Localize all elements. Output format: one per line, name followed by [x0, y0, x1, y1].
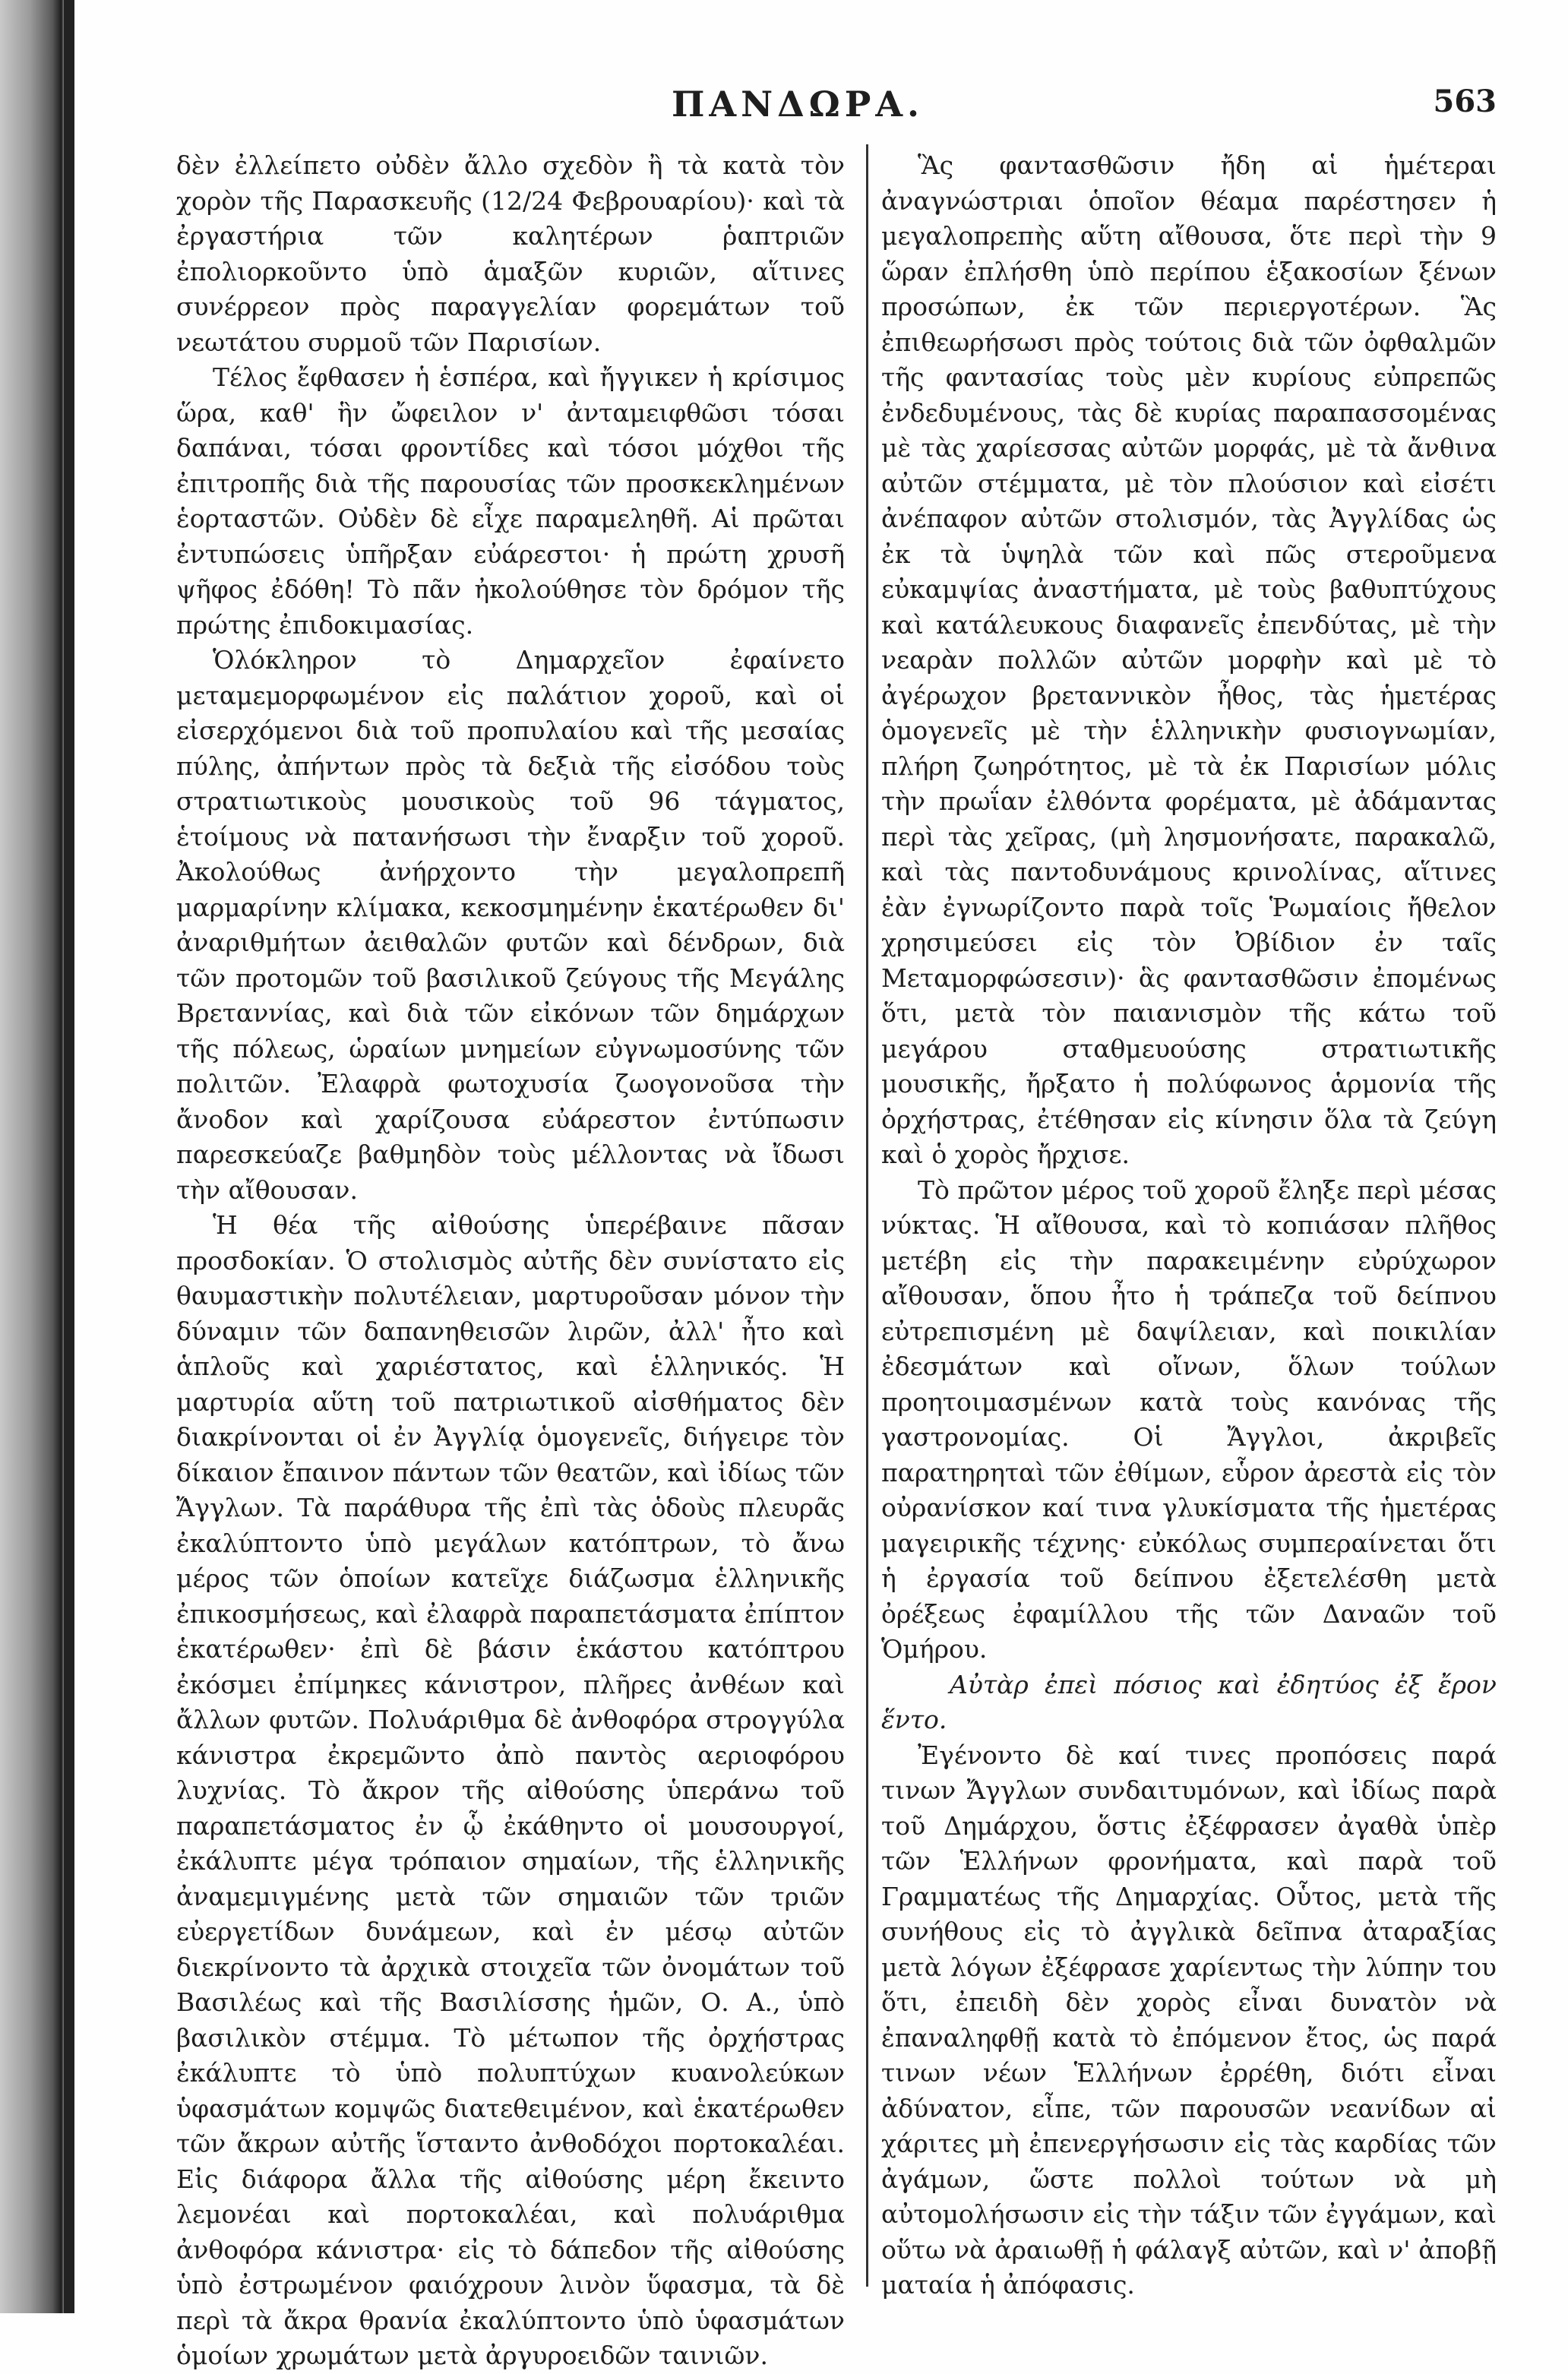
left-column — [176, 148, 845, 2370]
right-column — [881, 148, 1497, 2298]
column-divider — [866, 144, 868, 2287]
scan-edge-shadow — [0, 0, 67, 2313]
paragraph: Ἃς φαντασθῶσιν ἤδη αἱ ἡμέτεραι ἀναγνώστριαι ὁποῖον θέαμα παρέστησεν ἡ μεγαλοπρεπὴς αὕτη αἴθουσα, ὅτε περὶ τὴν 9 ὥραν ἐπλήσθη ὑπὸ περίπου ἑξακοσίων ξένων προσώπων, ἐκ τῶν περιεργοτέρων. Ἃς ἐπιθεωρήσωσι πρὸς τούτοις διὰ τῶν ὀφθαλμῶν τῆς φαντασίας τοὺς μὲν κυρίους εὐπρεπῶς ἐνδεδυμένους, τὰς δὲ κυρίας παραπασσομένας μὲ τὰς χαρίεσσας αὐτῶν μορφάς, μὲ τὰ ἄνθινα αὐτῶν στέμματα, μὲ τὸν πλούσιον καὶ εἰσέτι ἀνέπαφον αὐτῶν στολισμόν, τὰς Ἀγγλίδας ὡς ἐκ τὰ ὑψηλὰ τῶν καὶ πῶς στεροῦμενα εὐκαμψίας ἀναστήματα, μὲ τοὺς βαθυπτύχους καὶ κατάλευκους διαφανεῖς ἐπενδύτας, μὲ τὴν νεαρὰν πολλῶν αὐτῶν μορφὴν καὶ μὲ τὸ ἀγέρωχον βρεταννικὸν ἦθος, τὰς ἡμετέρας ὁμογενεῖς μὲ τὴν ἑλληνικὴν φυσιογνωμίαν, πλήρη ζωηρότητος, μὲ τὰ ἐκ Παρισίων μόλις τὴν πρωΐαν ἐλθόντα φορέματα, μὲ ἀδάμαντας περὶ τὰς χεῖρας, (μὴ λησμονήσατε, παρακαλῶ, καὶ τὰς παντοδυνάμους κρινολίνας, αἵτινες ἐὰν ἐγνωρίζοντο παρὰ τοῖς Ῥωμαίοις ἤθελον χρησιμεύσει εἰς τὸν Ὀβίδιον ἐν ταῖς Μεταμορφώσεσιν)· ἃς φαντασθῶσιν ἐπομένως ὅτι, μετὰ τὸν παιανισμὸν τῆς κάτω τοῦ μεγάρου σταθμευούσης στρατιωτικῆς μουσικῆς, ἤρξατο ἡ πολύφωνος ἁρμονία τῆς ὀρχήστρας, ἐτέθησαν εἰς κίνησιν ὅλα τὰ ζεύγη καὶ ὁ χορὸς ἤρχισε. — [881, 150, 1497, 1169]
page-title: ΠΑΝΔΩΡΑ. — [671, 84, 925, 125]
page-header — [84, 84, 1512, 129]
verse-quote: Αὐτὰρ ἐπεὶ πόσιος καὶ ἐδητύος ἐξ ἔρον ἕντο. — [881, 1669, 1497, 1734]
paragraph: Ὁλόκληρον τὸ Δημαρχεῖον ἐφαίνετο μεταμεμορφωμένον εἰς παλάτιον χοροῦ, καὶ οἱ εἰσερχόμενοι διὰ τοῦ προπυλαίου καὶ τῆς μεσαίας πύλης, ἀπήντων πρὸς τὰ δεξιὰ τῆς εἰσόδου τοὺς στρατιωτικοὺς μουσικοὺς τοῦ 96 τάγματος, ἑτοίμους νὰ πατανήσωσι τὴν ἔναρξιν τοῦ χοροῦ. Ἀκολούθως ἀνήρχοντο τὴν μεγαλοπρεπῆ μαρμαρίνην κλίμακα, κεκοσμημένην ἑκατέρωθεν δι' ἀναριθμήτων ἀειθαλῶν φυτῶν καὶ δένδρων, διὰ τῶν προτομῶν τοῦ βασιλικοῦ ζεύγους τῆς Μεγάλης Βρεταννίας, καὶ διὰ τῶν εἰκόνων τῶν δημάρχων τῆς πόλεως, ὡραίων μνημείων εὐγνωμοσύνης τῶν πολιτῶν. Ἐλαφρὰ φωτοχυσία ζωογονοῦσα τὴν ἄνοδον καὶ χαρίζουσα εὐάρεστον ἐντύπωσιν παρεσκεύαζε βαθμηδὸν τοὺς μέλλοντας νὰ ἴδωσι τὴν αἴθουσαν. — [176, 645, 845, 1205]
paragraph: Ἐγένοντο δὲ καί τινες προπόσεις παρά τινων Ἄγγλων συνδαιτυμόνων, καὶ ἰδίως παρὰ τοῦ Δημάρχου, ὅστις ἐξέφρασεν ἀγαθὰ ὑπὲρ τῶν Ἑλλήνων φρονήματα, καὶ παρὰ τοῦ Γραμματέως τῆς Δημαρχίας. Οὗτος, μετὰ τῆς συνήθους εἰς τὸ ἀγγλικὰ δεῖπνα ἀταραξίας μετὰ λόγων ἐξέφρασε χαρίεντως τὴν λύπην του ὅτι, ἐπειδὴ δὲν χορὸς εἶναι δυνατὸν νὰ ἐπαναληφθῇ κατὰ τὸ ἐπόμενον ἔτος, ὡς παρά τινων νέων Ἑλλήνων ἐρρέθη, διότι εἶναι ἀδύνατον, εἶπε, τῶν παρουσῶν νεανίδων αἱ χάριτες μὴ ἐπενεργήσωσιν εἰς τὰς καρδίας τῶν ἀγάμων, ὥστε πολλοὶ τούτων νὰ μὴ αὐτομολήσωσιν εἰς τὴν τάξιν τῶν ἐγγάμων, καὶ οὕτω νὰ ἀραιωθῇ ἡ φάλαγξ αὐτῶν, καὶ ν' ἀποβῇ ματαία ἡ ἀπόφασις. — [881, 1740, 1497, 2300]
binding-fold — [64, 0, 74, 2313]
paragraph: δὲν ἐλλείπετο οὐδὲν ἄλλο σχεδὸν ἢ τὰ κατὰ τὸν χορὸν τῆς Παρασκευῆς (12/24 Φεβρουαρίου)· καὶ τὰ ἐργαστήρια τῶν καλητέρων ῥαπτριῶν ἐπολιορκοῦντο ὑπὸ ἁμαξῶν κυριῶν, αἵτινες συνέρρεον πρὸς παραγγελίαν φορεμάτων τοῦ νεωτάτου συρμοῦ τῶν Παρισίων. — [176, 150, 845, 357]
paragraph: Ἡ θέα τῆς αἰθούσης ὑπερέβαινε πᾶσαν προσδοκίαν. Ὁ στολισμὸς αὐτῆς δὲν συνίστατο εἰς θαυμαστικὴν πολυτέλειαν, μαρτυροῦσαν μόνον τὴν δύναμιν τῶν δαπανηθεισῶν λιρῶν, ἀλλ' ἦτο καὶ ἁπλοῦς καὶ χαριέστατος, καὶ ἑλληνικός. Ἡ μαρτυρία αὕτη τοῦ πατριωτικοῦ αἰσθήματος δὲν διακρίνονται οἱ ἐν Ἀγγλίᾳ ὁμογενεῖς, διήγειρε τὸν δίκαιον ἔπαινον πάντων τῶν θεατῶν, καὶ ἰδίως τῶν Ἄγγλων. Τὰ παράθυρα τῆς ἐπὶ τὰς ὁδοὺς πλευρᾶς ἐκαλύπτοντο ὑπὸ μεγάλων κατόπτρων, τὸ ἄνω μέρος τῶν ὁποίων κατεῖχε διάζωσμα ἑλληνικῆς ἐπικοσμήσεως, καὶ ἐλαφρὰ παραπετάσματα ἐπίπτον ἑκατέρωθεν· ἐπὶ δὲ βάσιν ἑκάστου κατόπτρου ἐκόσμει ἐπίμηκες κάνιστρον, πλῆρες ἀνθέων καὶ ἄλλων φυτῶν. Πολυάριθμα δὲ ἀνθοφόρα στρογγύλα κάνιστρα ἐκρεμῶντο ἀπὸ παντὸς αεριοφόρου λυχνίας. Τὸ ἄκρον τῆς αἰθούσης ὑπεράνω τοῦ παραπετάσματος ἐν ᾧ ἐκάθηντο οἱ μουσουργοί, ἐκάλυπτε μέγα τρόπαιον σημαίων, τῆς ἑλληνικῆς ἀναμεμιγμένης μετὰ τῶν σημαιῶν τῶν τριῶν εὐεργετίδων δυνάμεων, καὶ ἐν μέσῳ αὐτῶν διεκρίνοντο τὰ ἀρχικὰ στοιχεῖα τῶν ὀνομάτων τοῦ Βασιλέως καὶ τῆς Βασιλίσσης ἡμῶν, Ο. Α., ὑπὸ βασιλικὸν στέμμα. Τὸ μέτωπον τῆς ὀρχήστρας ἐκάλυπτε τὸ ὑπὸ πολυπτύχων κυανολεύκων ὑφασμάτων κομψῶς διατεθειμένον, καὶ ἑκατέρωθεν τῶν ἄκρων αὐτῆς ἵσταντο ἀνθοδόχοι πορτοκαλέαι. Εἰς διάφορα ἄλλα τῆς αἰθούσης μέρη ἔκειντο λεμονέαι καὶ πορτοκαλέαι, καὶ πολυάριθμα ἀνθοφόρα κάνιστρα· εἰς τὸ δάπεδον τῆς αἰθούσης ὑπὸ ἐστρωμένον φαιόχρουν λινὸν ὕφασμα, τὰ δὲ περὶ τὰ ἄκρα θρανία ἐκαλύπτοντο ὑπὸ ὑφασμάτων ὁμοίων χρωμάτων μετὰ ἀργυροειδῶν ταινιῶν. — [176, 1210, 845, 2370]
paragraph: Τὸ πρῶτον μέρος τοῦ χοροῦ ἔληξε περὶ μέσας νύκτας. Ἡ αἴθουσα, καὶ τὸ κοπιάσαν πλῆθος μετέβη εἰς τὴν παρακειμένην εὐρύχωρον αἴθουσαν, ὅπου ἦτο ἡ τράπεζα τοῦ δείπνου εὐτρεπισμένη μὲ δαψίλειαν, καὶ ποικιλίαν ἐδεσμάτων καὶ οἴνων, ὅλων τούλων προητοιμασμένων κατὰ τοὺς κανόνας τῆς γαστρονομίας. Οἱ Ἄγγλοι, ἀκριβεῖς παρατηρηταὶ τῶν ἐθίμων, εὗρον ἀρεστὰ εἰς τὸν οὐρανίσκον καί τινα γλυκίσματα τῆς ἡμετέρας μαγειρικῆς τέχνης· εὐκόλως συμπεραίνεται ὅτι ἡ ἐργασία τοῦ δείπνου ἐξετελέσθη μετὰ ὀρέξεως ἐφαμίλλου τῆς τῶν Δαναῶν τοῦ Ὁμήρου. — [881, 1174, 1497, 1664]
page-number: 563 — [1433, 84, 1497, 119]
paragraph: Τέλος ἔφθασεν ἡ ἑσπέρα, καὶ ἤγγικεν ἡ κρίσιμος ὥρα, καθ' ἣν ὤφειλον ν' ἀνταμειφθῶσι τόσαι δαπάναι, τόσαι φροντίδες καὶ τόσοι μόχθοι τῆς ἐπιτροπῆς διὰ τῆς παρουσίας τῶν προσκεκλημένων ἑορταστῶν. Οὐδὲν δὲ εἶχε παραμεληθῆ. Αἱ πρῶται ἐντυπώσεις ὑπῆρξαν εὐάρεστοι· ἡ πρώτη χρυσῆ ψῆφος ἐδόθη! Τὸ πᾶν ἠκολούθησε τὸν δρόμον τῆς πρώτης ἐπιδοκιμασίας. — [176, 362, 845, 640]
